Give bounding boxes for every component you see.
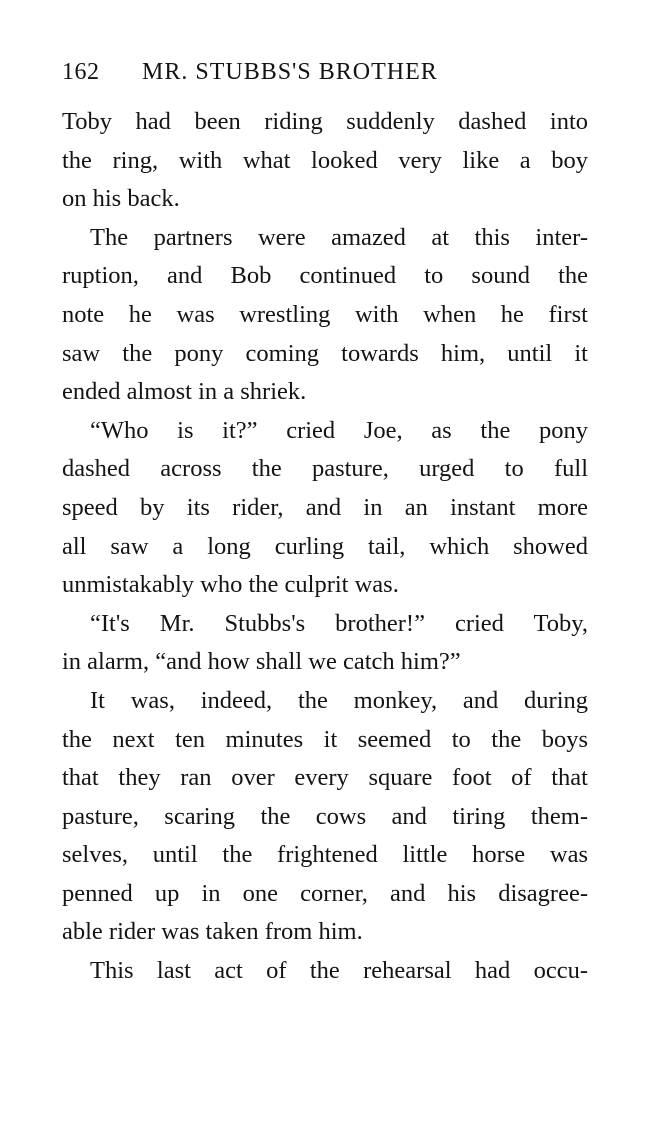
text-line: dashed across the pasture, urged to full bbox=[62, 455, 588, 483]
text-line: pasture, scaring the cows and tiring them- bbox=[62, 802, 588, 830]
text-line: penned up in one corner, and his disagree- bbox=[62, 879, 588, 907]
text-line: on his back. bbox=[62, 185, 180, 213]
text-line: This last act of the rehearsal had occu- bbox=[90, 957, 588, 985]
text-line: “Who is it?” cried Joe, as the pony bbox=[90, 416, 588, 444]
text-line: able rider was taken from him. bbox=[62, 918, 363, 946]
text-line: Toby had been riding suddenly dashed into bbox=[62, 108, 588, 135]
text-line: speed by its rider, and in an instant more bbox=[62, 493, 588, 521]
page-number: 162 bbox=[62, 59, 100, 85]
text-line: The partners were amazed at this inter- bbox=[90, 223, 588, 251]
text-line: selves, until the frightened little horse was bbox=[62, 841, 588, 869]
text-line: ended almost in a shriek. bbox=[62, 378, 307, 406]
text-line: It was, indeed, the monkey, and during bbox=[90, 686, 588, 714]
text-line: all saw a long curling tail, which showed bbox=[62, 532, 588, 560]
text-line: note he was wrestling with when he first bbox=[62, 300, 588, 328]
running-title: MR. STUBBS'S BROTHER bbox=[142, 59, 438, 85]
text-line: the next ten minutes it seemed to the boys bbox=[62, 725, 588, 753]
text-line: that they ran over every square foot of that bbox=[62, 764, 588, 792]
body-text bbox=[62, 103, 588, 991]
text-line: “It's Mr. Stubbs's brother!” cried Toby, bbox=[90, 609, 588, 637]
running-head bbox=[62, 55, 602, 89]
text-line: ruption, and Bob continued to sound the bbox=[62, 262, 588, 290]
text-line: in alarm, “and how shall we catch him?” bbox=[62, 648, 461, 676]
text-line: unmistakably who the culprit was. bbox=[62, 571, 399, 599]
text-line: the ring, with what looked very like a boy bbox=[62, 146, 588, 174]
text-line: saw the pony coming towards him, until it bbox=[62, 339, 588, 367]
